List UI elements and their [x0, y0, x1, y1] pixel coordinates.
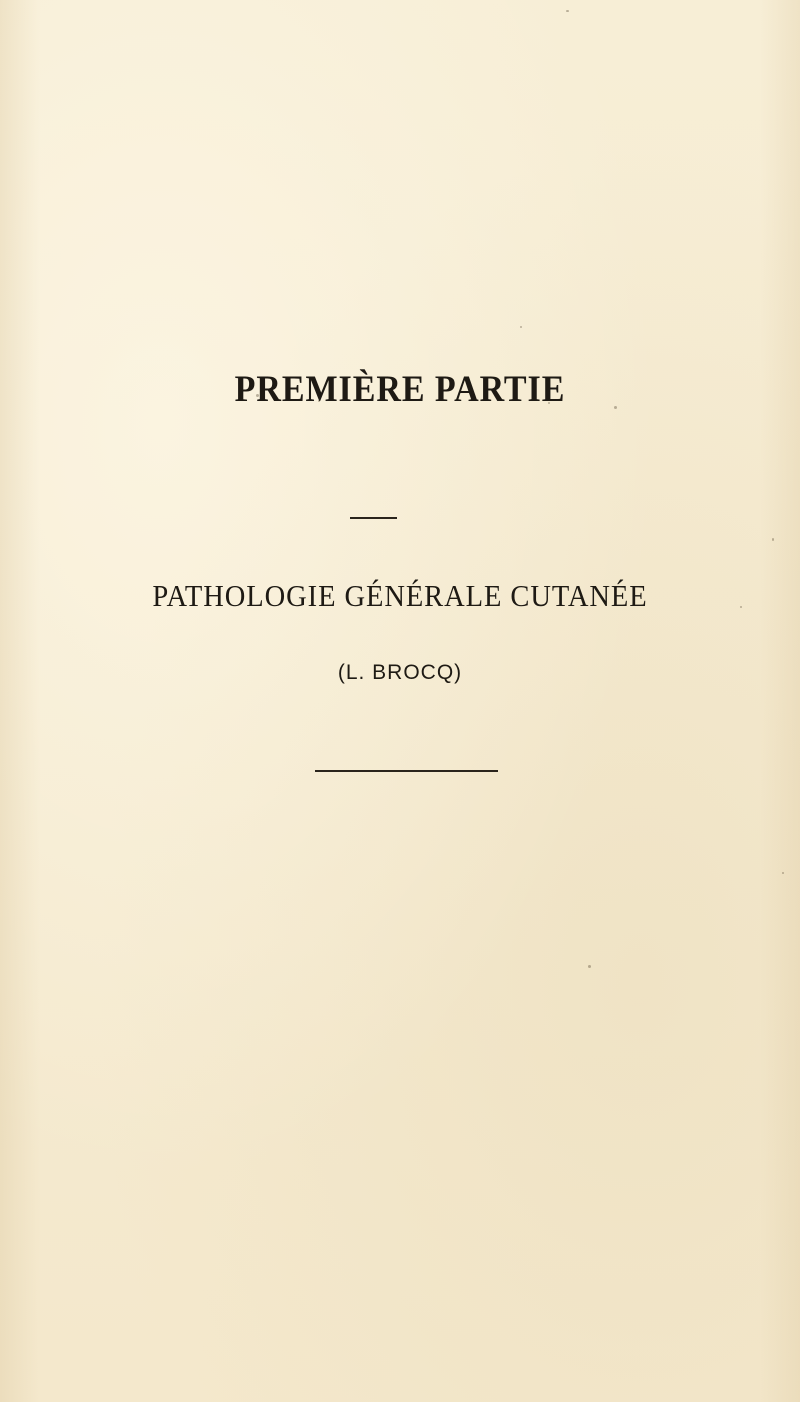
paper-speck [548, 402, 550, 404]
paper-speck [520, 326, 522, 328]
part-title: PREMIÈRE PARTIE [234, 369, 566, 410]
page-edge-shade-left [0, 0, 40, 1402]
author-credit: (L. BROCQ) [337, 661, 463, 684]
paper-speck [782, 872, 784, 874]
page-edge-shade-right [760, 0, 800, 1402]
paper-speck [740, 606, 742, 608]
paper-speck [256, 394, 259, 397]
paper-speck [588, 965, 591, 968]
paper-speck [318, 400, 320, 402]
paper-speck [566, 10, 569, 12]
paper-speck [614, 406, 617, 409]
section-title: PATHOLOGIE GÉNÉRALE CUTANÉE [152, 578, 648, 613]
long-divider-rule [315, 770, 498, 772]
paper-speck [772, 538, 774, 541]
short-divider-rule [350, 517, 397, 519]
